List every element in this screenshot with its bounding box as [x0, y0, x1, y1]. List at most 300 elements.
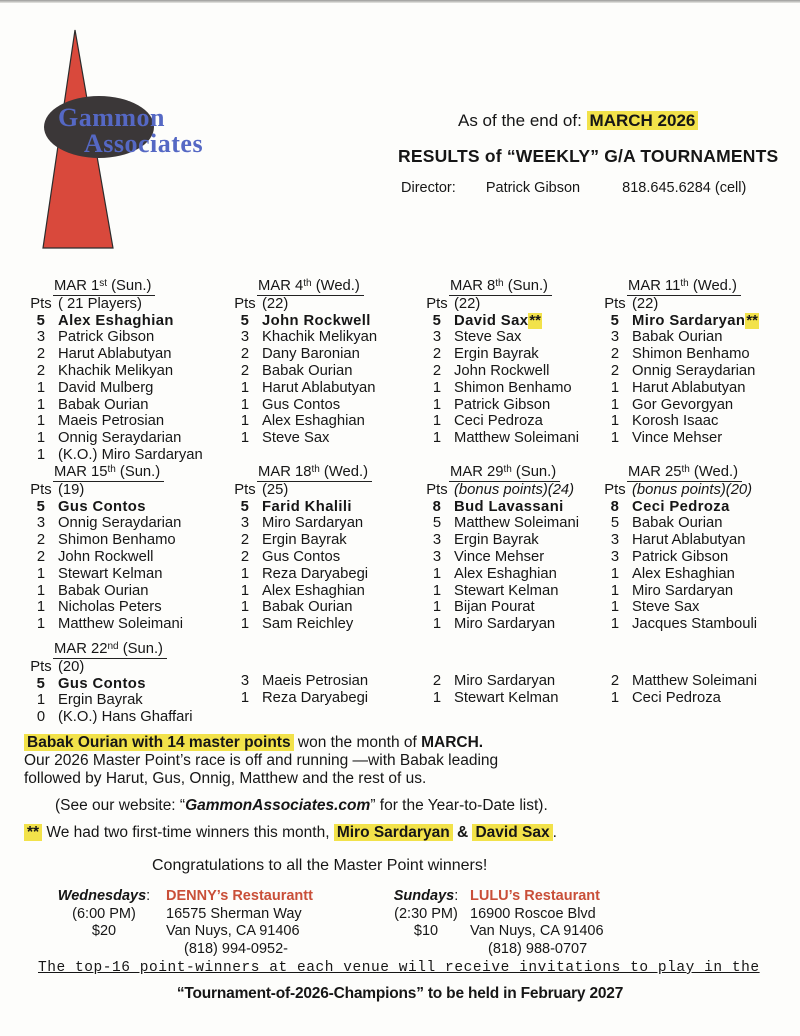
tournament-date-text: MAR 15th (Sun.)	[53, 464, 164, 482]
website-pre: (See our website: “	[55, 797, 186, 814]
tournament-date-text: MAR 25th (Wed.)	[627, 464, 742, 482]
entry-points: 1	[240, 413, 250, 430]
result-entry	[598, 329, 794, 346]
tournament-date	[627, 462, 794, 481]
result-entry	[420, 430, 598, 447]
tournament-row-2	[24, 462, 794, 633]
entry-player-name: Alex Eshaghian	[262, 413, 365, 430]
venue-time: (2:30 PM)	[394, 905, 458, 922]
venue-time: (6:00 PM)	[72, 905, 136, 922]
month-winner-line	[24, 734, 498, 752]
entry-player-name: Gus Contos	[58, 675, 146, 692]
tournament-date	[627, 276, 794, 295]
entry-player-name: Patrick Gibson	[58, 329, 155, 346]
result-entry	[598, 413, 794, 430]
tournament-block	[24, 276, 228, 464]
result-entry	[24, 515, 228, 532]
tournament-date	[53, 276, 228, 295]
tournament-date-text: MAR 8th (Sun.)	[449, 278, 552, 296]
result-entry	[228, 329, 420, 346]
race-line-2: followed by Harut, Gus, Onnig, Matthew and the rest of us.	[24, 770, 427, 787]
entry-player-name: Gus Contos	[58, 498, 146, 515]
entry-player-name: Patrick Gibson	[454, 396, 551, 413]
entry-points: 3	[240, 515, 250, 532]
venue-day-colon: :	[146, 888, 151, 904]
result-entry	[598, 363, 794, 380]
entry-points: 1	[240, 616, 250, 633]
venue-phone: (818) 994-0952-	[184, 940, 288, 957]
footer-invitation-line: The top-16 point-winners at each venue will receive invitations to play in the	[38, 960, 760, 976]
entry-player-name: Steve Sax	[632, 599, 700, 616]
entry-points: 2	[432, 673, 442, 689]
tournament-date-ordinal: th	[681, 464, 690, 475]
tournament-date-ordinal: th	[680, 278, 689, 289]
entry-player-name: Vince Mehser	[632, 430, 723, 447]
as-of-line	[458, 111, 698, 131]
result-entry	[598, 532, 794, 549]
as-of-label: As of the end of:	[458, 111, 582, 130]
venue-sundays	[388, 888, 604, 958]
entry-player-name: Ceci Pedroza	[632, 689, 721, 706]
result-entry	[598, 599, 794, 616]
result-entry	[228, 346, 420, 363]
first-time-stars: **	[746, 312, 758, 329]
entry-player-name: Matthew Soleimani	[58, 616, 184, 633]
entry-player-name: Alex Eshaghian	[632, 565, 735, 582]
director-label: Director:	[401, 180, 456, 196]
points-column-label: Pts	[604, 295, 626, 312]
entry-player-name: Alex Eshaghian	[262, 582, 365, 599]
entry-points: 2	[610, 362, 620, 379]
result-entry	[420, 673, 598, 690]
entry-points: 1	[610, 430, 620, 447]
entry-player-name: Miro Sardaryan	[454, 673, 556, 689]
entry-points: 2	[240, 362, 250, 379]
result-entry	[598, 515, 794, 532]
tournament-date	[53, 462, 228, 481]
result-entry	[420, 549, 598, 566]
tournament-block	[598, 276, 794, 464]
entry-player-name: (K.O.) Miro Sardaryan	[58, 446, 203, 463]
entry-player-name: Gus Contos	[262, 548, 341, 565]
player-count: (22)	[454, 295, 481, 312]
entry-points: 2	[432, 346, 442, 363]
first-time-winners-line	[24, 824, 557, 842]
entry-player-name: Khachik Melikyan	[58, 362, 174, 379]
entry-points: 2	[432, 362, 442, 379]
player-count: (bonus points)(20)	[632, 481, 753, 498]
result-entry	[598, 380, 794, 397]
result-entry	[24, 329, 228, 346]
entry-points: 5	[432, 515, 442, 532]
entry-points: 1	[432, 396, 442, 413]
entry-player-name: Bud Lavassani	[454, 498, 564, 515]
result-entry	[228, 413, 420, 430]
entry-points: 2	[240, 548, 250, 565]
entry-points: 1	[36, 692, 46, 709]
entry-player-name: Harut Ablabutyan	[58, 346, 172, 363]
entry-points: 1	[36, 616, 46, 633]
tournament-date-text: MAR 22nd (Sun.)	[53, 641, 167, 659]
result-entry	[420, 313, 598, 330]
result-entry	[420, 397, 598, 414]
entry-points: 3	[610, 532, 620, 549]
result-entry	[598, 616, 794, 633]
venue-address-1: 16900 Roscoe Blvd	[470, 905, 596, 922]
tournament-date	[53, 639, 228, 658]
entry-points: 1	[36, 582, 46, 599]
tournament-date-ordinal: th	[503, 464, 512, 475]
venue-address-1: 16575 Sherman Way	[166, 905, 302, 922]
tournament-block	[420, 276, 598, 464]
entry-points: 1	[610, 599, 620, 616]
gammon-associates-logo	[30, 25, 260, 255]
entry-player-name: Maeis Petrosian	[262, 673, 369, 689]
result-entry	[598, 346, 794, 363]
result-entry	[598, 313, 794, 330]
entry-points: 1	[610, 413, 620, 430]
entry-player-name: Miro Sardaryan	[632, 582, 734, 599]
tournament-block	[598, 462, 794, 633]
entry-points: 3	[240, 329, 250, 346]
points-column-label: Pts	[604, 481, 626, 498]
result-entry	[24, 676, 228, 693]
result-entry	[24, 380, 228, 397]
points-header-row	[598, 482, 794, 499]
entry-player-name: Steve Sax	[262, 430, 330, 447]
logo-text-gammon: Gammon	[58, 103, 165, 132]
entry-player-name: Babak Ourian	[632, 329, 723, 346]
entry-points: 1	[36, 599, 46, 616]
entry-points: 1	[36, 396, 46, 413]
first-time-stars: **	[24, 824, 42, 841]
player-count: (20)	[58, 658, 85, 675]
venue-name: LULU’s Restaurant	[470, 888, 600, 904]
entry-points: 2	[36, 346, 46, 363]
points-column-label: Pts	[30, 295, 52, 312]
venue-fee: $10	[413, 923, 439, 939]
entry-player-name: Vince Mehser	[454, 548, 545, 565]
first-time-winner-1: Miro Sardaryan	[334, 824, 453, 841]
entry-player-name: (K.O.) Hans Ghaffari	[58, 709, 193, 726]
result-entry	[420, 499, 598, 516]
first-time-winner-2: David Sax	[472, 824, 552, 841]
result-entry	[228, 599, 420, 616]
tournament-date-ordinal: th	[311, 464, 320, 475]
result-entry	[598, 583, 794, 600]
tournament-block	[228, 462, 420, 633]
entry-points: 5	[240, 312, 250, 329]
result-entry	[598, 549, 794, 566]
entry-player-name: Sam Reichley	[262, 616, 354, 633]
entry-points: 1	[432, 616, 442, 633]
first-time-pre: We had two first-time winners this month,	[42, 824, 334, 841]
entry-player-name: Babak Ourian	[262, 599, 353, 616]
result-entry	[420, 583, 598, 600]
entry-points: 2	[240, 346, 250, 363]
tournament-date-ordinal: th	[495, 278, 504, 289]
tournament-date-text: MAR 4th (Wed.)	[257, 278, 364, 296]
entry-player-name: Matthew Soleimani	[454, 515, 580, 532]
entry-player-name: Shimon Benhamo	[454, 379, 572, 396]
entry-points: 1	[610, 582, 620, 599]
first-time-amp: &	[452, 824, 473, 841]
result-entry	[420, 532, 598, 549]
footer-tournament-line: “Tournament-of-2026-Champions” to be held in February 2027	[176, 985, 624, 1002]
player-count: (22)	[262, 295, 289, 312]
points-column-label: Pts	[426, 481, 448, 498]
tournament-date	[257, 462, 420, 481]
tournament-row-3	[24, 639, 794, 726]
venue-spacer	[48, 941, 160, 959]
entry-points: 1	[36, 565, 46, 582]
entry-points: 1	[240, 396, 250, 413]
result-entry	[228, 397, 420, 414]
tournament-date-ordinal: th	[107, 464, 116, 475]
entry-player-name: John Rockwell	[58, 548, 154, 565]
entry-points: 3	[36, 515, 46, 532]
result-entry	[228, 363, 420, 380]
tournament-block	[420, 462, 598, 633]
result-entry	[24, 549, 228, 566]
result-entry	[420, 413, 598, 430]
points-column-label: Pts	[30, 481, 52, 498]
tournament-date-ordinal: nd	[107, 641, 119, 652]
entry-points: 2	[36, 548, 46, 565]
entry-player-name: Reza Daryabegi	[262, 565, 369, 582]
result-entry	[24, 499, 228, 516]
entry-points: 1	[240, 565, 250, 582]
entry-points: 3	[432, 548, 442, 565]
entry-points: 1	[432, 379, 442, 396]
entry-player-name: Jacques Stambouli	[632, 616, 758, 633]
result-entry	[420, 566, 598, 583]
result-entry	[24, 566, 228, 583]
entry-points: 5	[36, 675, 46, 692]
month-summary	[24, 734, 498, 788]
result-entry	[24, 532, 228, 549]
entry-player-name: Steve Sax	[454, 329, 522, 346]
points-header-row	[24, 482, 228, 499]
entry-player-name: Shimon Benhamo	[632, 346, 750, 363]
entry-points: 1	[36, 413, 46, 430]
result-entry	[228, 430, 420, 447]
entry-points: 3	[240, 673, 250, 689]
website-url: GammonAssociates.com	[185, 797, 371, 814]
entry-player-name: Ergin Bayrak	[454, 532, 539, 549]
entry-player-name: Gus Contos	[262, 396, 341, 413]
result-entry	[228, 380, 420, 397]
entry-player-name: Alex Eshaghian	[58, 312, 174, 329]
tournament-block	[24, 639, 228, 726]
venue-day: Sundays	[393, 888, 455, 904]
entry-player-name: Harut Ablabutyan	[262, 379, 376, 396]
result-entry	[598, 690, 794, 707]
entry-player-name: John Rockwell	[454, 362, 550, 379]
player-count: (25)	[262, 481, 289, 498]
tournament-date	[449, 276, 598, 295]
venue-name: DENNY’s Restaurantt	[166, 888, 313, 904]
as-of-month: MARCH 2026	[587, 111, 699, 130]
player-count: (19)	[58, 481, 85, 498]
website-line	[55, 797, 548, 815]
venue-spacer	[388, 941, 464, 959]
entry-points: 5	[610, 312, 620, 329]
entry-points: 1	[240, 582, 250, 599]
logo-text-associates: Associates	[84, 129, 204, 158]
venue-day: Wednesdays	[57, 888, 147, 904]
points-header-row	[228, 482, 420, 499]
entry-points: 3	[432, 329, 442, 346]
result-entry	[228, 566, 420, 583]
points-header-row	[598, 296, 794, 313]
points-column-label: Pts	[30, 658, 52, 675]
entry-player-name: Stewart Kelman	[58, 565, 163, 582]
entry-player-name: Bijan Pourat	[454, 599, 535, 616]
director-name: Patrick Gibson	[485, 180, 581, 196]
entry-player-name: Miro Sardaryan	[454, 616, 556, 633]
entry-player-name: Stewart Kelman	[454, 689, 559, 706]
entry-points: 1	[610, 396, 620, 413]
entry-points: 1	[240, 599, 250, 616]
entry-player-name: Alex Eshaghian	[454, 565, 557, 582]
venue-fee: $20	[91, 923, 117, 939]
result-entry	[24, 583, 228, 600]
entry-points: 2	[610, 673, 620, 689]
tournament-continuation-column	[228, 673, 420, 726]
first-time-stars: **	[529, 312, 541, 329]
entry-player-name: Ergin Bayrak	[262, 532, 347, 549]
entry-points: 1	[432, 413, 442, 430]
entry-player-name: Babak Ourian	[58, 582, 149, 599]
entry-points: 5	[36, 312, 46, 329]
result-entry	[228, 583, 420, 600]
tournament-date-text: MAR 29th (Sun.)	[449, 464, 560, 482]
venue-address-2: Van Nuys, CA 91406	[470, 923, 604, 939]
points-column-label: Pts	[234, 481, 256, 498]
month-winner-highlight: Babak Ourian with 14 master points	[24, 734, 294, 751]
congratulations-line: Congratulations to all the Master Point winners!	[152, 857, 488, 874]
entry-player-name: Patrick Gibson	[632, 548, 729, 565]
entry-points: 2	[240, 532, 250, 549]
entry-player-name: Korosh Isaac	[632, 413, 719, 430]
entry-player-name: Stewart Kelman	[454, 582, 559, 599]
result-entry	[598, 673, 794, 690]
result-entry	[228, 616, 420, 633]
entry-points: 2	[36, 532, 46, 549]
result-entry	[420, 363, 598, 380]
venue-phone: (818) 988-0707	[488, 940, 588, 957]
entry-player-name: Ceci Pedroza	[454, 413, 543, 430]
result-entry	[228, 549, 420, 566]
result-entry	[420, 329, 598, 346]
result-entry	[228, 313, 420, 330]
month-winner-mid: won the month of	[293, 734, 422, 751]
entry-player-name: Ergin Bayrak	[58, 692, 143, 709]
entry-points: 1	[432, 430, 442, 447]
points-header-row	[24, 659, 228, 676]
entry-points: 5	[610, 515, 620, 532]
result-entry	[420, 616, 598, 633]
result-entry	[24, 397, 228, 414]
venue-day-colon: :	[454, 888, 459, 904]
tournament-date-text: MAR 11th (Wed.)	[627, 278, 741, 296]
points-header-row	[420, 482, 598, 499]
entry-points: 5	[432, 312, 442, 329]
points-header-row	[420, 296, 598, 313]
entry-points: 5	[240, 498, 250, 515]
entry-points: 1	[610, 689, 620, 706]
entry-player-name: Harut Ablabutyan	[632, 532, 746, 549]
entry-points: 1	[36, 430, 46, 447]
website-post: ” for the Year-to-Date list).	[370, 797, 548, 814]
entry-points: 1	[240, 379, 250, 396]
points-column-label: Pts	[426, 295, 448, 312]
entry-points: 1	[240, 430, 250, 447]
result-entry	[598, 499, 794, 516]
entry-points: 1	[36, 446, 46, 463]
entry-player-name: Khachik Melikyan	[262, 329, 378, 346]
entry-points: 1	[610, 379, 620, 396]
entry-player-name: Onnig Seraydarian	[58, 430, 182, 447]
player-count: (22)	[632, 295, 659, 312]
result-entry	[420, 690, 598, 707]
tournament-date-text: MAR 18th (Wed.)	[257, 464, 372, 482]
entry-points: 8	[432, 498, 442, 515]
entry-player-name: Miro Sardaryan	[632, 312, 746, 329]
entry-points: 8	[610, 498, 620, 515]
result-entry	[598, 566, 794, 583]
entry-player-name: Shimon Benhamo	[58, 532, 176, 549]
entry-player-name: John Rockwell	[262, 312, 371, 329]
tournament-date	[449, 462, 598, 481]
entry-points: 3	[432, 532, 442, 549]
result-entry	[24, 599, 228, 616]
entry-player-name: Ergin Bayrak	[454, 346, 539, 363]
result-entry	[24, 709, 228, 726]
entry-player-name: Miro Sardaryan	[262, 515, 364, 532]
entry-points: 5	[36, 498, 46, 515]
entry-points: 3	[610, 329, 620, 346]
entry-player-name: Matthew Soleimani	[632, 673, 758, 689]
first-time-post: .	[552, 824, 557, 841]
race-line-1: Our 2026 Master Point’s race is off and running —with Babak leading	[24, 752, 499, 769]
result-entry	[420, 599, 598, 616]
entry-player-name: Harut Ablabutyan	[632, 379, 746, 396]
entry-points: 1	[432, 599, 442, 616]
director-phone: 818.645.6284 (cell)	[622, 180, 747, 196]
entry-player-name: Babak Ourian	[262, 362, 353, 379]
result-entry	[24, 430, 228, 447]
entry-points: 3	[36, 329, 46, 346]
entry-player-name: David Sax	[454, 312, 529, 329]
result-entry	[228, 690, 420, 707]
venue-wednesdays	[48, 888, 313, 958]
page-title: RESULTS of “WEEKLY” G/A TOURNAMENTS	[398, 146, 779, 166]
entry-points: 1	[432, 689, 442, 706]
entry-points: 2	[610, 346, 620, 363]
tournament-block	[24, 462, 228, 633]
result-entry	[228, 673, 420, 690]
entry-player-name: Nicholas Peters	[58, 599, 162, 616]
result-entry	[24, 313, 228, 330]
result-entry	[24, 692, 228, 709]
tournament-date-ordinal: th	[303, 278, 312, 289]
result-entry	[598, 397, 794, 414]
points-header-row	[228, 296, 420, 313]
tournament-row-1	[24, 276, 794, 464]
entry-points: 1	[432, 582, 442, 599]
